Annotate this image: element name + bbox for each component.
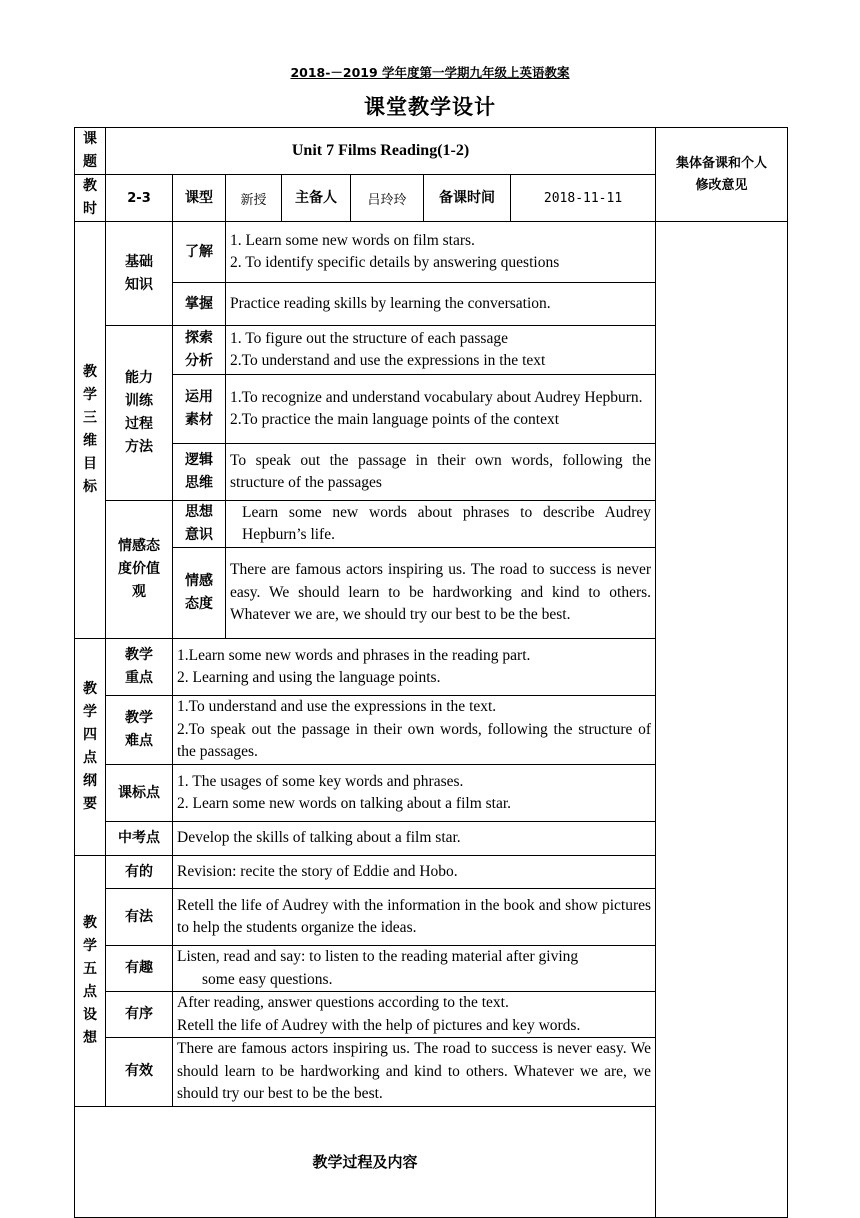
item-effect-label: 有效 [106, 1038, 173, 1107]
content-line: Develop the skills of talking about a film star. [177, 829, 461, 847]
item-apply-label-text: 运用素材 [185, 389, 213, 428]
type-value: 新授 [226, 175, 282, 222]
content-line: 2.To speak out the passage in their own words, following the structure of the passages. [177, 720, 652, 761]
topic-label [75, 128, 106, 175]
content-line: There are famous actors inspiring us. The road to success is never easy. We should learn to be hardworking and kind to others. Whatever we are, we should try our best to be the best. [177, 1040, 652, 1102]
content-line: To speak out the passage in their own words, following the structure of the passages [230, 451, 652, 491]
item-emotion-content [226, 548, 656, 639]
item-purpose-content [173, 856, 656, 889]
section-four-label [75, 639, 106, 856]
item-apply-label [173, 375, 226, 444]
content-line: some easy questions. [202, 970, 333, 988]
group-basic-label [106, 222, 173, 326]
item-logic-label-text: 逻辑思维 [185, 452, 213, 491]
item-exam-content [173, 822, 656, 856]
time-label-text: 教时 [83, 178, 97, 217]
lesson-plan-table [74, 127, 788, 1218]
content-line: 1.To understand and use the expressions in the text. [177, 698, 497, 716]
item-fun-label: 有趣 [106, 946, 173, 992]
content-line: Listen, read and say: to listen to the reading material after giving [177, 948, 579, 965]
content-line: 1. The usages of some key words and phrases. [177, 772, 464, 790]
item-order-content [173, 992, 656, 1038]
content-line: Retell the life of Audrey with the help of pictures and key words. [177, 1016, 581, 1034]
item-keypoint-label-text: 教学重点 [125, 647, 153, 686]
item-explore-label [173, 326, 226, 375]
item-thought-content [226, 501, 656, 548]
item-thought-label-text: 思想意识 [185, 504, 213, 543]
content-line: 2. Learning and using the language points. [177, 669, 441, 686]
item-standard-content [173, 765, 656, 822]
content-line: 2. Learn some new words on talking about a film star. [177, 795, 512, 812]
lead-label: 主备人 [282, 175, 351, 222]
type-label: 课型 [173, 175, 226, 222]
document-title: 课堂教学设计 [364, 95, 496, 119]
date-label: 备课时间 [424, 175, 511, 222]
group-attitude-label-text: 情感态度价值观 [118, 538, 160, 600]
item-order-label: 有序 [106, 992, 173, 1038]
content-line: Revision: recite the story of Eddie and Hobo. [177, 862, 458, 880]
item-keypoint-label [106, 639, 173, 696]
item-keypoint-content [173, 639, 656, 696]
side-note-text: 集体备课和个人修改意见 [676, 155, 768, 193]
content-line: Learn some new words about phrases to describe Audrey Hepburn’s life. [242, 503, 652, 543]
content-line: Retell the life of Audrey with the information in the book and show pictures to help the students organize the ideas. [177, 896, 652, 936]
item-method-label: 有法 [106, 889, 173, 946]
topic-value: Unit 7 Films Reading(1-2) [106, 128, 656, 175]
section-three-label-text: 教学三维目标 [83, 364, 97, 495]
item-effect-content [173, 1038, 656, 1107]
item-method-content [173, 889, 656, 946]
group-basic-label-text: 基础知识 [125, 253, 153, 293]
section-five-label-text: 教学五点设想 [83, 914, 97, 1046]
date-value: 2018-11-11 [511, 175, 656, 222]
item-difficulty-content [173, 696, 656, 765]
content-line: There are famous actors inspiring us. The road to success is never easy. We should learn to be hardworking and kind to others. Whatever we are, we should try our best to be the best. [230, 561, 652, 624]
content-line: 2.To understand and use the expressions in the text [230, 352, 546, 369]
content-line: 1. To figure out the structure of each passage [230, 329, 508, 347]
time-value: 2-3 [106, 175, 173, 222]
item-emotion-label-text: 情感态度 [185, 573, 213, 612]
section-four-label-text: 教学四点纲要 [83, 681, 97, 812]
content-line: Practice reading skills by learning the conversation. [230, 294, 551, 312]
item-apply-content [226, 375, 656, 444]
group-attitude-label [106, 501, 173, 639]
lead-value: 吕玲玲 [351, 175, 424, 222]
section-five-label [75, 856, 106, 1107]
item-fun-content [173, 946, 656, 992]
process-title: 教学过程及内容 [75, 1106, 656, 1217]
time-label [75, 175, 106, 222]
side-note-header [656, 128, 788, 222]
topic-label-text: 课题 [83, 131, 97, 170]
group-ability-label [106, 326, 173, 501]
content-line: 2.To practice the main language points of the context [230, 411, 560, 428]
content-line: 2. To identify specific details by answering questions [230, 254, 560, 271]
item-standard-label: 课标点 [106, 765, 173, 822]
item-master-label: 掌握 [173, 283, 226, 326]
item-emotion-label [173, 548, 226, 639]
item-understand-content [226, 222, 656, 283]
item-logic-label [173, 444, 226, 501]
item-exam-label: 中考点 [106, 822, 173, 856]
item-purpose-label: 有的 [106, 856, 173, 889]
item-master-content [226, 283, 656, 326]
side-note-column [656, 222, 788, 1218]
item-thought-label [173, 501, 226, 548]
content-line: 1.To recognize and understand vocabulary about Audrey Hepburn. [230, 388, 643, 406]
group-ability-label-text: 能力训练过程方法 [125, 370, 153, 455]
content-line: 1. Learn some new words on film stars. [230, 231, 475, 249]
document-header: 2018-－2019 学年度第一学期九年级上英语教案 [290, 65, 570, 80]
item-understand-label: 了解 [173, 222, 226, 283]
content-line: After reading, answer questions according to the text. [177, 994, 509, 1011]
section-three-label [75, 222, 106, 639]
item-difficulty-label [106, 696, 173, 765]
item-explore-content [226, 326, 656, 375]
item-logic-content [226, 444, 656, 501]
content-line: 1.Learn some new words and phrases in the reading part. [177, 646, 531, 664]
item-explore-label-text: 探索分析 [185, 330, 213, 369]
item-difficulty-label-text: 教学难点 [125, 710, 153, 749]
